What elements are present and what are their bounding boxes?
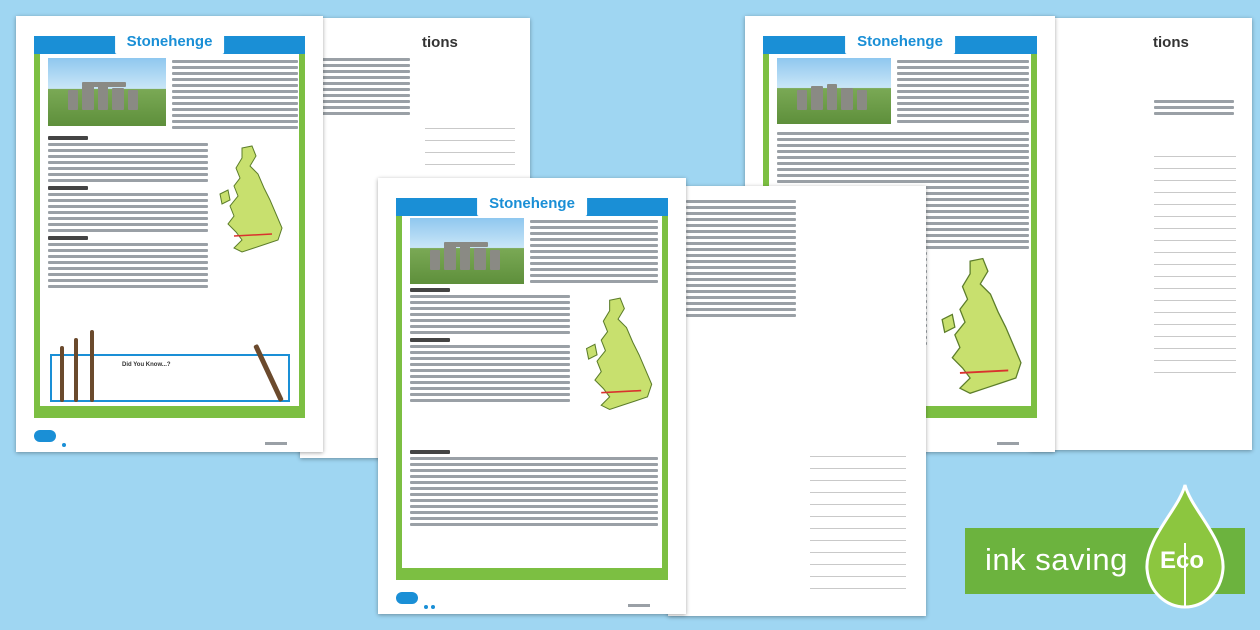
worksheet-title: Stonehenge <box>845 30 955 54</box>
eco-badge-label: Eco <box>1160 547 1205 574</box>
worksheet-left <box>16 16 323 452</box>
intro-text <box>897 60 1029 126</box>
brand-logo <box>34 430 56 442</box>
body-text <box>410 284 570 405</box>
question-text <box>686 200 796 320</box>
question-sheet-right <box>1030 18 1252 450</box>
stonehenge-photo <box>410 218 524 284</box>
worksheet-footer <box>396 590 668 608</box>
question-text <box>1154 100 1234 118</box>
worksheet-footer <box>34 428 305 446</box>
body-text <box>48 132 208 291</box>
question-sheet-title: tions <box>422 34 458 51</box>
ink-saving-label: ink saving <box>985 542 1128 577</box>
answer-lines <box>1154 156 1236 384</box>
answer-lines <box>425 128 515 176</box>
worksheet-center <box>378 178 686 614</box>
question-sheet-title: tions <box>1153 34 1189 51</box>
worksheet-title: Stonehenge <box>115 30 225 54</box>
intro-text <box>172 60 298 132</box>
question-sheet-center <box>668 186 926 616</box>
uk-map-image <box>212 144 286 262</box>
antler-tool-image <box>60 346 64 402</box>
uk-map-image <box>931 256 1027 406</box>
question-text <box>320 58 410 118</box>
body-text <box>410 446 658 529</box>
answer-lines <box>810 456 906 600</box>
did-you-know-title: Did You Know...? <box>122 362 171 368</box>
intro-text <box>530 220 658 286</box>
brand-logo <box>396 592 418 604</box>
stonehenge-photo <box>48 58 166 126</box>
worksheet-title: Stonehenge <box>477 192 587 216</box>
stonehenge-photo <box>777 58 891 124</box>
antler-tool-image <box>74 338 78 402</box>
antler-tool-image <box>90 330 94 402</box>
uk-map-image <box>578 296 656 420</box>
